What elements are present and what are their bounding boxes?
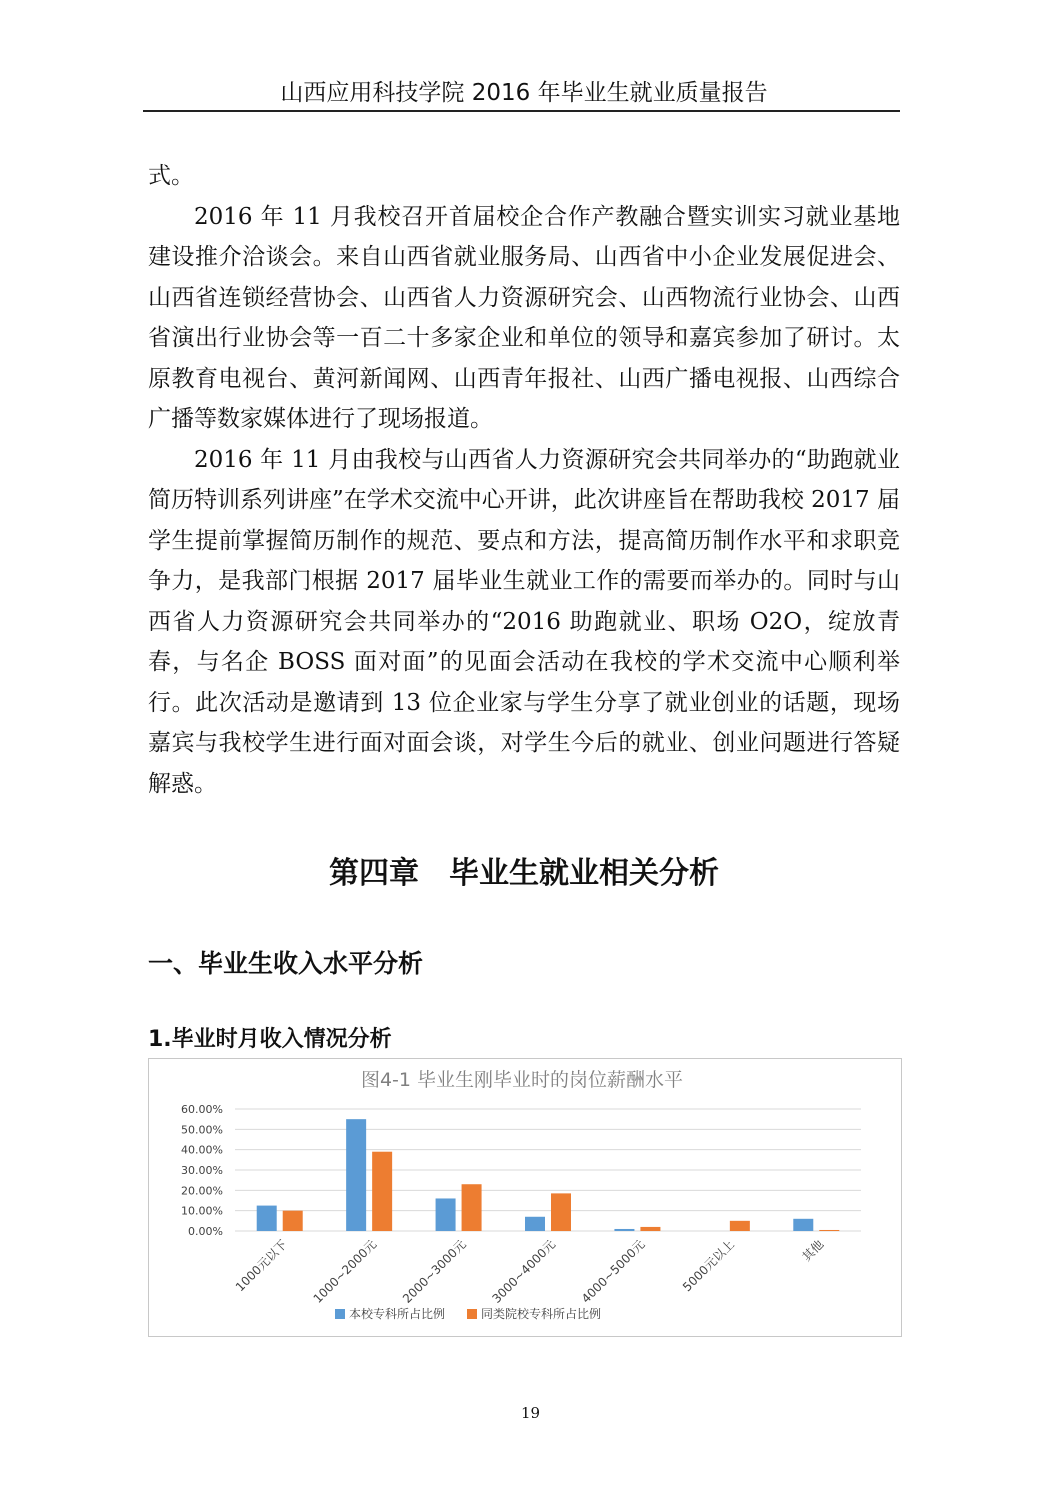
bar-peer <box>283 1211 303 1231</box>
bar-peer <box>551 1193 571 1231</box>
y-tick-label: 20.00% <box>181 1184 223 1198</box>
bar-peer <box>819 1230 839 1231</box>
legend-swatch <box>335 1309 345 1319</box>
y-tick-label: 0.00% <box>188 1225 223 1238</box>
salary-bar-chart <box>149 1059 901 1336</box>
paragraph: 式。 <box>148 163 194 189</box>
x-tick-label: 1000~2000元 <box>310 1237 380 1306</box>
header-rule <box>143 110 900 112</box>
legend-swatch <box>467 1309 477 1319</box>
bar-peer <box>640 1227 660 1231</box>
paragraph: 2016 年 11 月由我校与山西省人力资源研究会共同举办的“助跑就业简历特训系列讲座”在学术交流中心开讲，此次讲座旨在帮助我校 2017 届学生提前掌握简历制作的规范、要点和方法，提高简历制作水平和求职竞争力，是我部门根据 2017 届毕业生就业工作的需要而举办的。同时与山西省人力资源研究会共同举办的“2016 助跑就业、职场 O2O，绽放青春，与名企 BOSS 面对面”的见面会活动在我校的学术交流中心顺利举行。此次活动是邀请到 13 位企业家与学生分享了就业创业的话题，现场嘉宾与我校学生进行面对面会谈，对学生今后的就业、创业问题进行答疑解惑。 <box>148 446 900 797</box>
bar-school <box>346 1119 366 1231</box>
chart-title: 图4-1 毕业生刚毕业时的岗位薪酬水平 <box>360 1069 684 1091</box>
page-number: 19 <box>520 1404 541 1422</box>
bar-school <box>436 1198 456 1231</box>
salary-chart <box>148 1058 902 1337</box>
bar-peer <box>730 1221 750 1231</box>
y-tick-label: 30.00% <box>181 1164 223 1177</box>
y-tick-label: 40.00% <box>181 1143 223 1157</box>
body-text <box>148 156 900 804</box>
bar-peer <box>372 1152 392 1231</box>
y-tick-label: 10.00% <box>181 1204 223 1218</box>
x-tick-label: 1000元以下 <box>232 1237 290 1295</box>
x-tick-label: 4000~5000元 <box>578 1237 648 1306</box>
x-tick-label: 其他 <box>799 1237 827 1265</box>
legend-label: 同类院校专科所占比例 <box>481 1307 602 1321</box>
subsection-title: 1.毕业时月收入情况分析 <box>148 1027 392 1052</box>
bar-school <box>793 1219 813 1231</box>
x-tick-label: 5000元以上 <box>680 1237 737 1295</box>
x-tick-label: 3000~4000元 <box>489 1237 559 1306</box>
paragraph: 2016 年 11 月我校召开首届校企合作产教融合暨实训实习就业基地建设推介洽谈会。来自山西省就业服务局、山西省中小企业发展促进会、山西省连锁经营协会、山西省人力资源研究会、山西物流行业协会、山西省演出行业协会等一百二十多家企业和单位的领导和嘉宾参加了研讨。太原教育电视台、黄河新闻网、山西青年报社、山西广播电视报、山西综合广播等数家媒体进行了现场报道。 <box>148 203 900 432</box>
chapter-title: 第四章 毕业生就业相关分析 <box>329 856 719 891</box>
bar-school <box>614 1229 634 1231</box>
y-tick-label: 50.00% <box>181 1123 223 1137</box>
bar-peer <box>462 1184 482 1231</box>
bar-school <box>525 1217 545 1231</box>
running-header: 山西应用科技学院 2016 年毕业生就业质量报告 <box>280 80 768 106</box>
y-tick-label: 60.00% <box>181 1103 223 1116</box>
section-title: 一、毕业生收入水平分析 <box>148 949 424 978</box>
legend-label: 本校专科所占比例 <box>349 1307 446 1321</box>
x-tick-label: 2000~3000元 <box>400 1237 469 1306</box>
bar-school <box>257 1206 277 1231</box>
